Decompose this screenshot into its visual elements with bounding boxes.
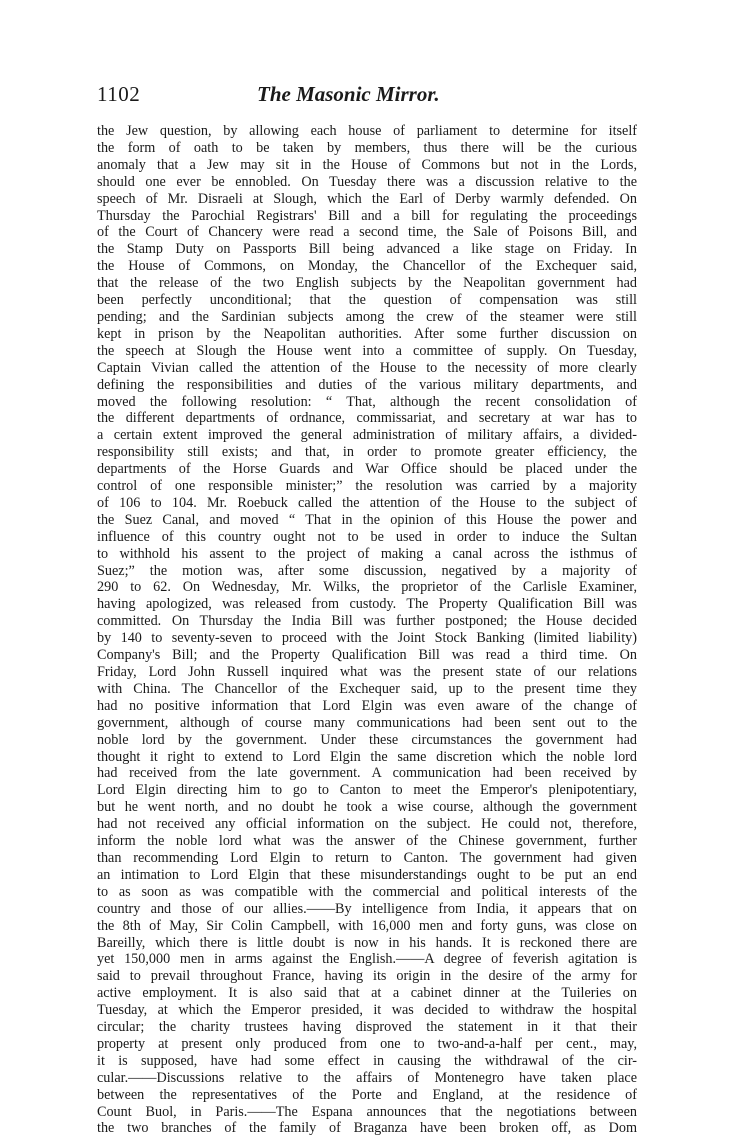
text-line: the form of oath to be taken by members, thus there will be the curious bbox=[97, 139, 637, 156]
text-line: had not received any official information on the subject. He could not, therefore, bbox=[97, 816, 637, 833]
article-body bbox=[97, 123, 637, 1137]
text-line: having apologized, was released from custody. The Property Qualification Bill was bbox=[97, 596, 637, 613]
text-line: property at present only produced from one to two-and-a-half per cent., may, bbox=[97, 1035, 637, 1052]
text-line: Thursday the Parochial Registrars' Bill and a bill for regulating the proceedings bbox=[97, 207, 637, 224]
text-line: Friday, Lord John Russell inquired what was the present state of our relations bbox=[97, 664, 637, 680]
text-line: yet 150,000 men in arms against the English.——A degree of feverish agitation is bbox=[97, 951, 637, 968]
text-line: defining the responsibilities and duties of the various military departments, and bbox=[97, 376, 637, 393]
text-line: the different departments of ordnance, commissariat, and secretary at war has to bbox=[97, 410, 637, 427]
text-line: circular; the charity trustees having disproved the statement in it that their bbox=[97, 1019, 637, 1036]
text-line: Tuesday, at which the Emperor presided, it was decided to withdraw the hospital bbox=[97, 1002, 637, 1019]
text-line: anomaly that a Jew may sit in the House of Commons but not in the Lords, bbox=[97, 156, 637, 173]
text-line: the Jew question, by allowing each house of parliament to determine for itself bbox=[97, 123, 637, 139]
text-line: the 8th of May, Sir Colin Campbell, with 16,000 men and forty guns, was close on bbox=[97, 917, 637, 934]
text-line: government, although of course many communications had been sent out to the bbox=[97, 714, 637, 731]
text-line: by 140 to seventy-seven to proceed with the Joint Stock Banking (limited liability) bbox=[97, 630, 637, 647]
text-line: had received from the late government. A communication had been received by bbox=[97, 765, 637, 782]
text-line: the Suez Canal, and moved “ That in the opinion of this House the power and bbox=[97, 511, 637, 528]
text-line: of 106 to 104. Mr. Roebuck called the attention of the House to the subject of bbox=[97, 494, 637, 511]
text-line: said to prevail throughout France, having its origin in the desire of the army for bbox=[97, 968, 637, 985]
text-line: to as soon as was compatible with the commercial and political interests of the bbox=[97, 883, 637, 900]
text-line: should one ever be ennobled. On Tuesday there was a discussion relative to the bbox=[97, 173, 637, 190]
text-line: departments of the Horse Guards and War Office should be placed under the bbox=[97, 461, 637, 478]
text-line: between the representatives of the Porte and England, at the residence of bbox=[97, 1086, 637, 1103]
text-line: the Stamp Duty on Passports Bill being advanced a like stage on Friday. In bbox=[97, 241, 637, 258]
text-line: that the release of the two English subjects by the Neapolitan government had bbox=[97, 275, 637, 292]
text-line: 290 to 62. On Wednesday, Mr. Wilks, the proprietor of the Carlisle Examiner, bbox=[97, 579, 637, 596]
text-line: active employment. It is also said that at a cabinet dinner at the Tuileries on bbox=[97, 985, 637, 1002]
text-line: than recommending Lord Elgin to return to Canton. The government had given bbox=[97, 849, 637, 866]
text-line: the speech at Slough the House went into a committee of supply. On Tuesday, bbox=[97, 342, 637, 359]
text-line: but he went north, and no doubt he took a wise course, although the government bbox=[97, 799, 637, 816]
text-line: Suez;” the motion was, after some discussion, negatived by a majority of bbox=[97, 562, 637, 579]
text-line: speech of Mr. Disraeli at Slough, which the Earl of Derby warmly defended. On bbox=[97, 190, 637, 207]
text-line: the two branches of the family of Braganza have been broken off, as Dom bbox=[97, 1120, 637, 1137]
running-title: The Masonic Mirror. bbox=[257, 82, 440, 106]
text-line: of the Court of Chancery were read a second time, the Sale of Poisons Bill, and bbox=[97, 224, 637, 241]
text-line: to withhold his assent to the project of making a canal across the isthmus of bbox=[97, 545, 637, 562]
text-line: Company's Bill; and the Property Qualification Bill was read a third time. On bbox=[97, 647, 637, 664]
text-line: kept in prison by the Neapolitan authorities. After some further discussion on bbox=[97, 325, 637, 342]
text-line: with China. The Chancellor of the Exchequer said, up to the present time they bbox=[97, 680, 637, 697]
text-line: been perfectly unconditional; that the question of compensation was still bbox=[97, 292, 637, 309]
text-line: noble lord by the government. Under these circumstances the government had bbox=[97, 731, 637, 748]
text-line: inform the noble lord what was the answer of the Chinese government, further bbox=[97, 833, 637, 850]
text-line: Bareilly, which there is little doubt is now in his hands. It is reckoned there are bbox=[97, 934, 637, 951]
text-line: Captain Vivian called the attention of the House to the necessity of more clearly bbox=[97, 359, 637, 376]
text-line: control of one responsible minister;” the resolution was carried by a majority bbox=[97, 478, 637, 495]
text-line: it is supposed, have had some effect in causing the withdrawal of the cir- bbox=[97, 1052, 637, 1069]
page-number: 1102 bbox=[97, 82, 141, 106]
text-line: thought it right to extend to Lord Elgin the same discretion which the noble lord bbox=[97, 748, 637, 765]
text-line: moved the following resolution: “ That, although the recent consolidation of bbox=[97, 393, 637, 410]
page-header bbox=[97, 82, 637, 112]
text-line: an intimation to Lord Elgin that these misunderstandings ought to be put an end bbox=[97, 866, 637, 883]
text-line: pending; and the Sardinian subjects among the crew of the steamer were still bbox=[97, 308, 637, 325]
text-line: cular.——Discussions relative to the affairs of Montenegro have taken place bbox=[97, 1069, 637, 1086]
text-line: responsibility still exists; and that, in order to promote greater efficiency, the bbox=[97, 444, 637, 461]
text-line: Count Buol, in Paris.——The Espana announces that the negotiations between bbox=[97, 1103, 637, 1120]
text-line: Lord Elgin directing him to go to Canton to meet the Emperor's plenipotentiary, bbox=[97, 782, 637, 799]
text-line: influence of this country ought not to be used in order to induce the Sultan bbox=[97, 528, 637, 545]
text-line: a certain extent improved the general administration of military affairs, a divided- bbox=[97, 427, 637, 444]
text-line: had no positive information that Lord Elgin was even aware of the change of bbox=[97, 697, 637, 714]
text-line: country and those of our allies.——By intelligence from India, it appears that on bbox=[97, 900, 637, 917]
text-line: committed. On Thursday the India Bill was further postponed; the House decided bbox=[97, 613, 637, 630]
text-line: the House of Commons, on Monday, the Chancellor of the Exchequer said, bbox=[97, 258, 637, 275]
